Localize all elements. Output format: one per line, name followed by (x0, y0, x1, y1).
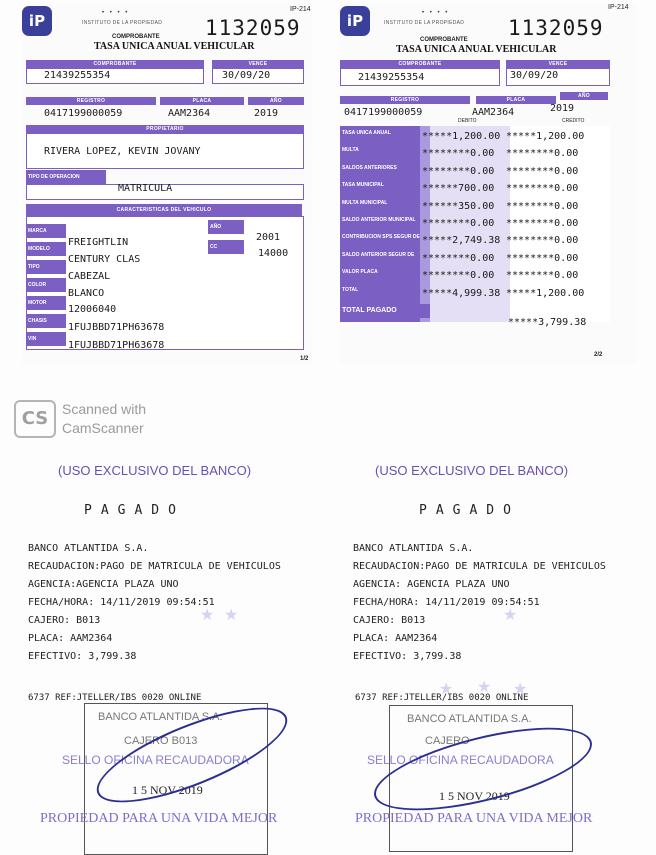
placa-line: PLACA: AAM2364 (353, 633, 438, 644)
fees-label-column (340, 126, 430, 322)
stamp-date: 1 5 NOV 2019 (132, 783, 203, 797)
motto: PROPIEDAD PARA UNA VIDA MEJOR (40, 811, 278, 826)
ano-vehiculo-label: AÑO (208, 220, 244, 234)
propietario-value: RIVERA LOPEZ, KEVIN JOVANY (44, 146, 201, 157)
stamp-cajero: CAJERO B013 (124, 735, 198, 747)
fee-label: TASA MUNICIPAL (342, 182, 384, 189)
fee-credito: ********0.00 (506, 200, 579, 212)
uso-exclusivo-heading: (USO EXCLUSIVO DEL BANCO) (375, 463, 569, 478)
vence-value: 30/09/20 (510, 70, 559, 81)
star-watermark: ★ (200, 607, 215, 624)
fecha-line: FECHA/HORA: 14/11/2019 09:54:51 (353, 597, 540, 608)
fee-credito: ********0.00 (506, 252, 579, 264)
recaudacion-line: RECAUDACION:PAGO DE MATRICULA DE VEHICULOS (28, 561, 281, 572)
chasis-value: 1FUJBBD71PH63678 (68, 322, 165, 333)
registro-value: 0417199000059 (44, 108, 123, 119)
color-value: BLANCO (68, 288, 105, 299)
fee-credito: ********0.00 (506, 235, 579, 247)
bank-receipt-right (353, 455, 653, 850)
agencia-line: AGENCIA: AGENCIA PLAZA UNO (353, 579, 510, 590)
bar-registro: REGISTRO (340, 96, 470, 104)
bar-ano: AÑO (560, 92, 608, 100)
placa-line: PLACA: AAM2364 (28, 633, 113, 644)
star-watermark: ★ (503, 607, 518, 624)
fee-label: TOTAL (342, 286, 359, 293)
ano-value: 2019 (550, 103, 575, 114)
bar-placa: PLACA (476, 96, 556, 104)
fee-label: MULTA MUNICIPAL (342, 199, 388, 206)
fee-credito: ********0.00 (506, 165, 579, 177)
bar-registro: REGISTRO (26, 97, 156, 105)
institute-name: INSTITUTO DE LA PROPIEDAD (384, 20, 465, 26)
ticket-left (22, 4, 312, 364)
stamp-cajero: CAJERO (425, 735, 470, 747)
cajero-line: CAJERO: B013 (353, 615, 426, 626)
fee-debito: *****4,999.38 (422, 287, 501, 299)
fee-credito: *****1,200.00 (506, 287, 585, 299)
bar-comprobante: COMPROBANTE (340, 60, 500, 68)
camscanner-text (62, 400, 192, 438)
modelo-label: MODELO (26, 242, 66, 256)
motor-label: MOTOR (26, 296, 66, 310)
debito-heading: DEBITO (458, 118, 477, 124)
motto: PROPIEDAD PARA UNA VIDA MEJOR (355, 811, 593, 826)
cc-label: CC (208, 240, 244, 254)
comprobante-heading: COMPROBANTE (420, 37, 468, 43)
star-watermark: ★ (513, 681, 528, 698)
fee-debito: ********0.00 (422, 165, 495, 177)
bank-name: BANCO ATLANTIDA S.A. (353, 543, 474, 554)
stars-decoration: • • • • (102, 10, 130, 16)
bank-receipt-left (28, 455, 328, 850)
ticket-right (340, 4, 636, 364)
star-watermark: ★ (439, 681, 454, 698)
efectivo-line: EFECTIVO: 3,799.38 (353, 651, 462, 662)
camscanner-name: CamScanner (62, 420, 144, 436)
recaudacion-line: RECAUDACION:PAGO DE MATRICULA DE VEHICULOS (353, 561, 606, 572)
tipo-operacion-value: MATRICULA (118, 183, 173, 194)
placa-value: AAM2364 (472, 107, 515, 118)
fee-debito: *****1,200.00 (422, 131, 501, 142)
document-title: TASA UNICA ANUAL VEHICULAR (94, 41, 255, 52)
marca-label: MARCA (26, 224, 66, 238)
form-code: IP-214 (290, 6, 311, 13)
fee-credito: ********0.00 (506, 148, 579, 160)
star-watermark: ★ (477, 679, 492, 696)
motor-value: 12006040 (68, 304, 117, 315)
marca-value: FREIGHTLIN (68, 237, 129, 248)
vin-label: VIN (26, 332, 66, 346)
stamp-date: 1 5 NOV 2019 (439, 789, 510, 803)
fee-label: SALDOS ANTERIORES (342, 164, 397, 171)
bar-ano: AÑO (248, 97, 304, 105)
scanned-with-text: Scanned with (62, 401, 147, 417)
total-pagado-value: *****3,799.38 (508, 317, 587, 328)
sello-oficina: SELLO OFICINA RECAUDADORA (62, 753, 249, 767)
credito-heading: CREDITO (562, 118, 585, 124)
pagado-heading: PAGADO (84, 503, 185, 518)
cc-value: 14000 (258, 248, 289, 259)
fee-label: SALDO ANTERIOR MUNICIPAL (342, 217, 416, 223)
document-title: TASA UNICA ANUAL VEHICULAR (396, 44, 557, 55)
fee-label: CONTRIBUCION SPS SEGUR DE (342, 234, 420, 241)
efectivo-line: EFECTIVO: 3,799.38 (28, 651, 137, 662)
caracteristicas-heading: CARACTERISTICAS DEL VEHICULO (26, 204, 302, 216)
page-number: 2/2 (594, 352, 603, 358)
ano-vehiculo-value: 2001 (256, 232, 281, 243)
stamp-bank: BANCO ATLANTIDA S.A. (407, 713, 532, 725)
bar-vence: VENCE (212, 60, 304, 68)
comprobante-value: 21439255354 (44, 70, 111, 81)
page-number: 1/2 (300, 356, 309, 362)
placa-value: AAM2364 (168, 108, 211, 119)
registro-value: 0417199000059 (344, 107, 423, 118)
reference-line: 6737 REF:JTELLER/IBS 0020 ONLINE (28, 693, 202, 703)
cajero-line: CAJERO: B013 (28, 615, 101, 626)
sello-oficina: SELLO OFICINA RECAUDADORA (367, 753, 554, 767)
modelo-value: CENTURY CLAS (68, 254, 141, 265)
fee-debito: ******350.00 (422, 200, 495, 212)
total-pagado-label: TOTAL PAGADO (340, 304, 430, 318)
fee-label: VALOR PLACA (342, 269, 378, 276)
vence-value: 30/09/20 (222, 70, 271, 81)
fee-debito: ********0.00 (422, 218, 495, 229)
pagado-heading: PAGADO (419, 503, 520, 518)
ip-logo: iP (340, 6, 370, 36)
fee-label: SALDO ANTERIOR SEGUR DE (342, 251, 415, 258)
fee-debito: ******700.00 (422, 183, 495, 195)
bar-propietario: PROPIETARIO (26, 125, 304, 133)
reference-line: 6737 REF:JTELLER/IBS 0020 ONLINE (355, 693, 529, 703)
uso-exclusivo-heading: (USO EXCLUSIVO DEL BANCO) (58, 463, 252, 478)
tipo-value: CABEZAL (68, 271, 111, 282)
fee-debito: *****2,749.38 (422, 235, 501, 247)
stars-decoration: • • • • (422, 10, 450, 16)
star-watermark: ★ (224, 607, 239, 624)
vin-value: 1FUJBBD71PH63678 (68, 340, 165, 351)
bar-comprobante: COMPROBANTE (26, 60, 204, 68)
fee-debito: ********0.00 (422, 252, 495, 264)
fee-label: TASA UNICA ANUAL (342, 130, 391, 136)
ticket-number: 1132059 (508, 16, 604, 40)
fee-debito: ********0.00 (422, 148, 495, 160)
fee-label: MULTA (342, 147, 359, 154)
bar-placa: PLACA (160, 97, 244, 105)
stamp-bank: BANCO ATLANTIDA S.A. (98, 711, 223, 723)
ticket-number: 1132059 (205, 16, 301, 40)
fee-credito: ********0.00 (506, 270, 579, 282)
fee-credito: ********0.00 (506, 183, 579, 195)
agencia-line: AGENCIA:AGENCIA PLAZA UNO (28, 579, 179, 590)
fee-credito: ********0.00 (506, 218, 579, 229)
comprobante-value: 21439255354 (358, 72, 425, 83)
fee-debito: ********0.00 (422, 270, 495, 282)
fecha-line: FECHA/HORA: 14/11/2019 09:54:51 (28, 597, 215, 608)
chasis-label: CHASIS (26, 314, 66, 328)
comprobante-heading: COMPROBANTE (112, 34, 160, 40)
camscanner-logo: CS (14, 400, 56, 438)
form-code: IP-214 (608, 4, 629, 11)
tipo-operacion-label: TIPO DE OPERACION (26, 170, 106, 184)
institute-name: INSTITUTO DE LA PROPIEDAD (82, 20, 163, 26)
fee-credito: *****1,200.00 (506, 131, 585, 142)
ip-logo: iP (22, 6, 52, 36)
tipo-label: TIPO (26, 260, 66, 274)
ano-value: 2019 (254, 108, 279, 119)
bank-name: BANCO ATLANTIDA S.A. (28, 543, 149, 554)
bar-vence: VENCE (506, 60, 610, 68)
color-label: COLOR (26, 278, 66, 292)
